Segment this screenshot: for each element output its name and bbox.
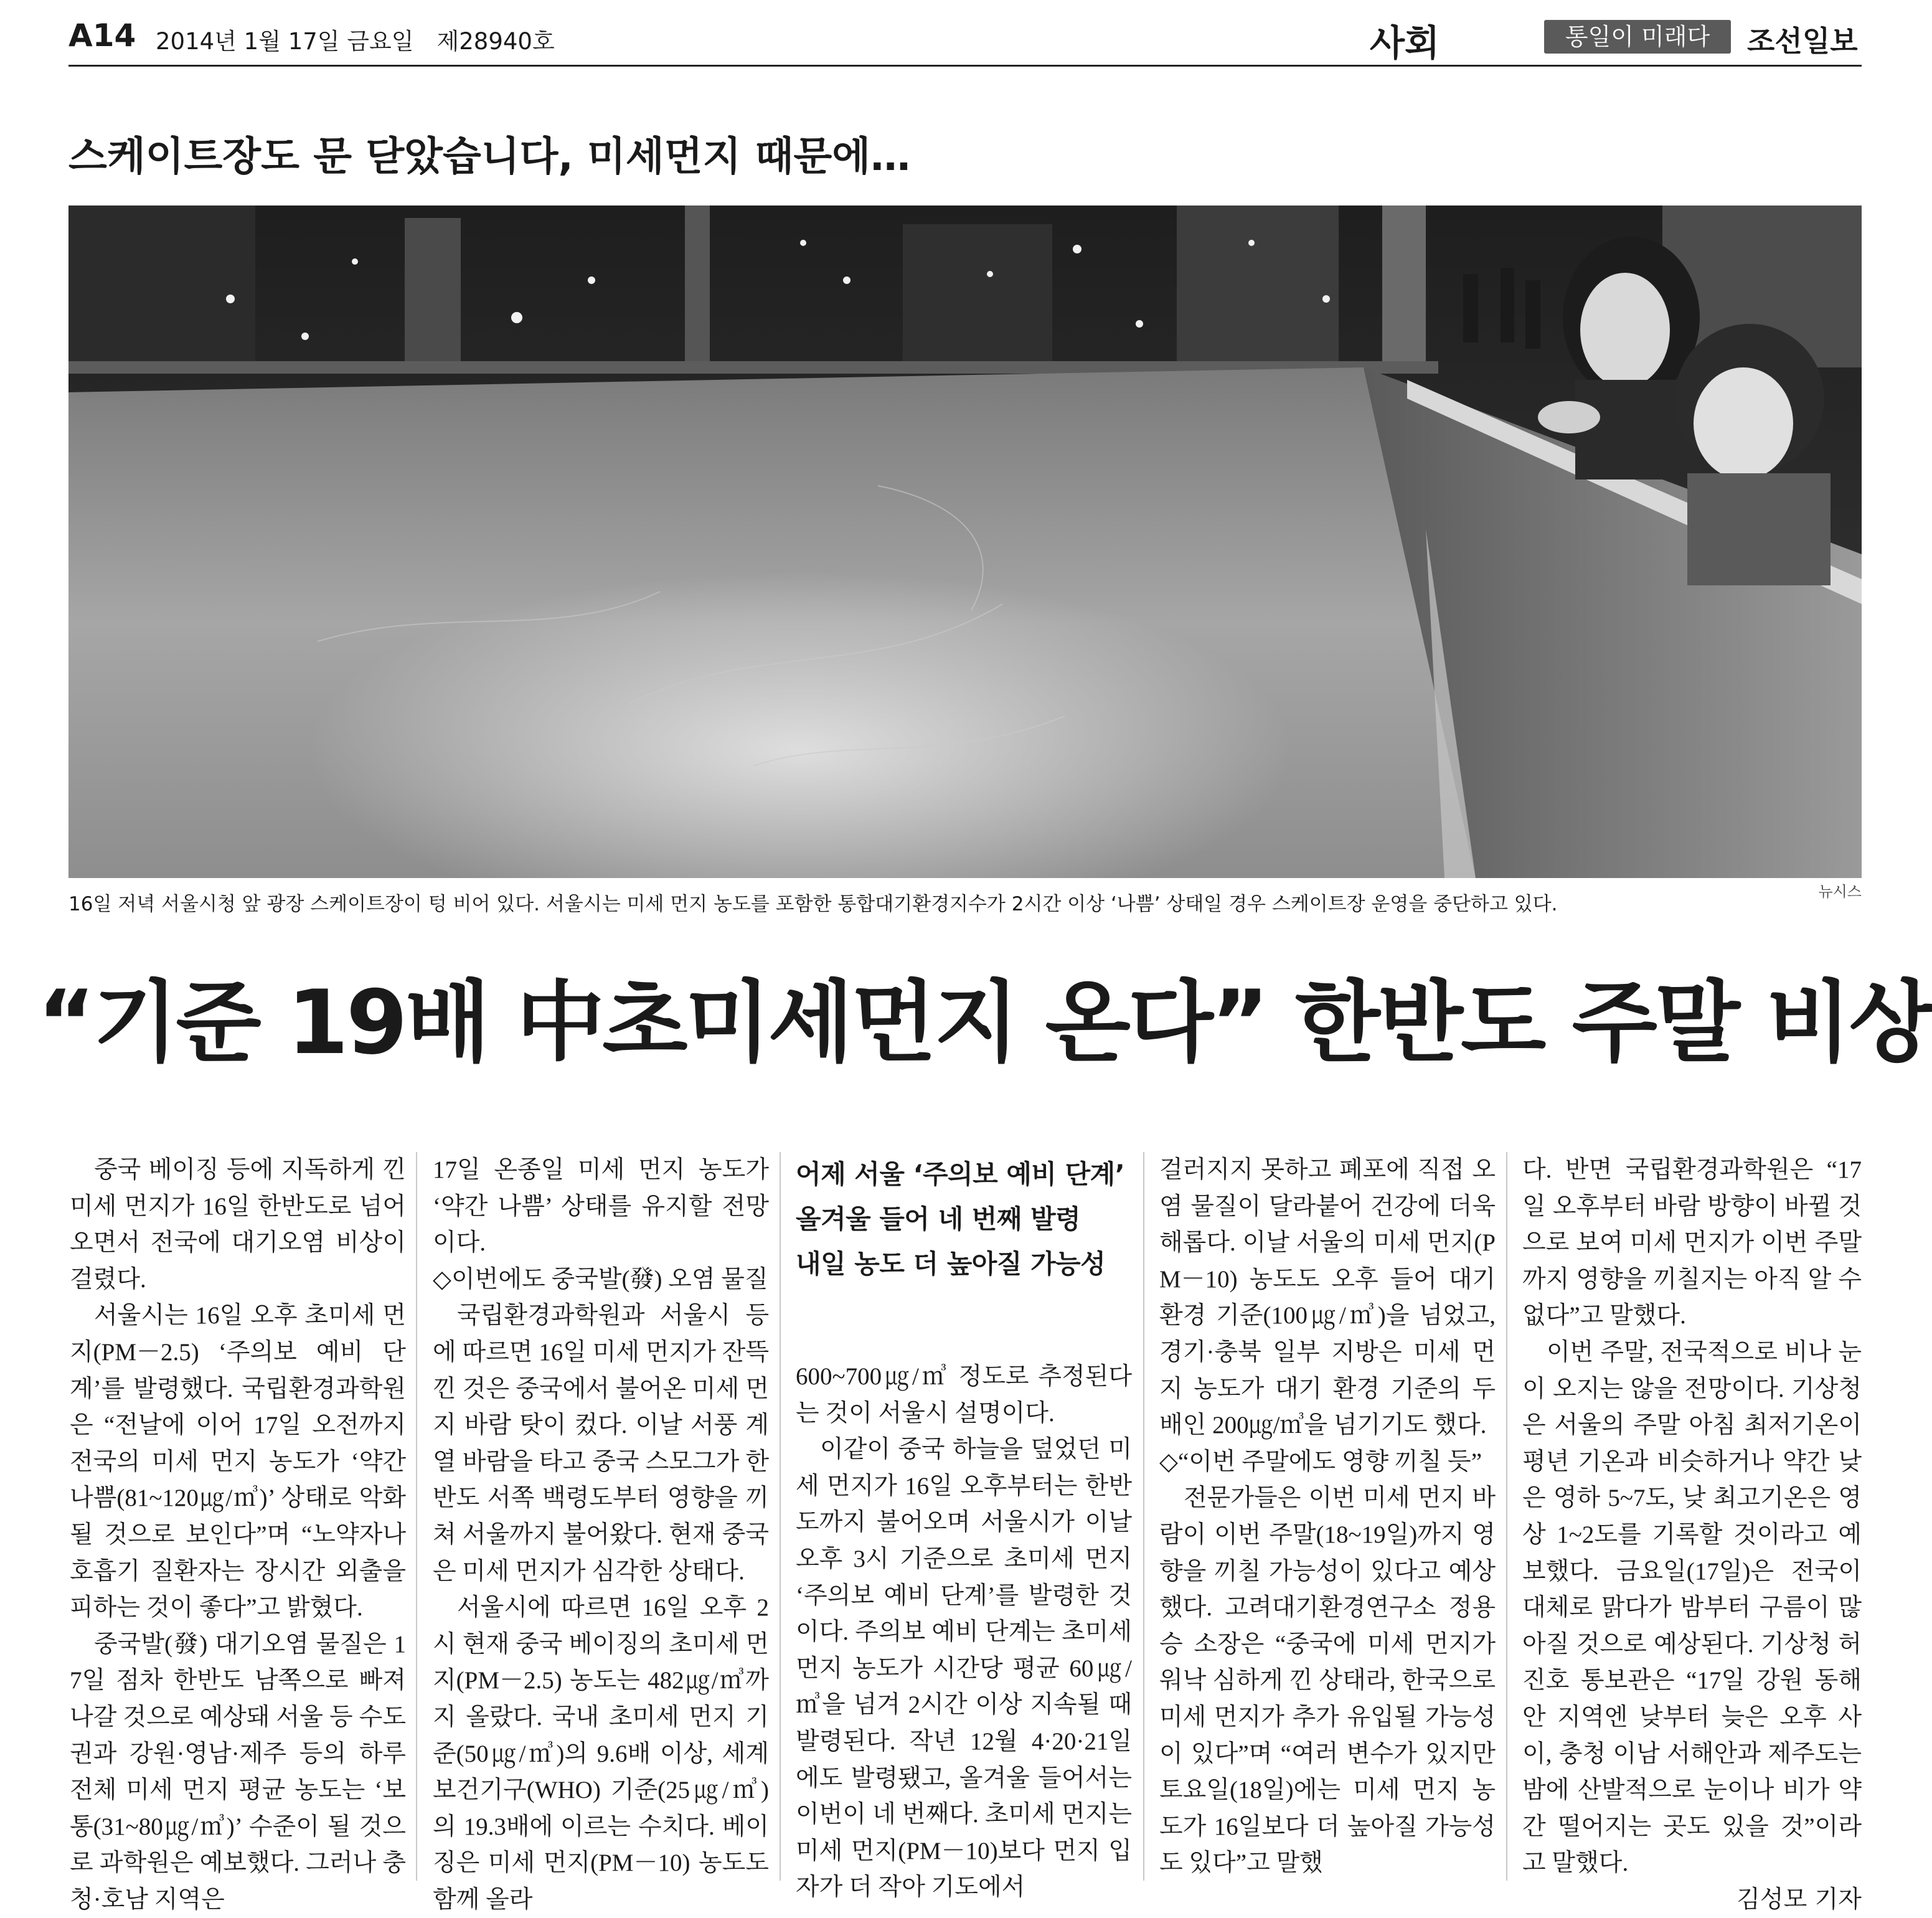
paragraph: 서울시에 따르면 16일 오후 2시 현재 중국 베이징의 초미세 먼지(PM－2.5) 농도는 482㎍/㎥까지 올랐다. 국내 초미세 먼지 기준(50㎍/㎥)의 9.6배 이상, 세계보건기구(WHO) 기준(25㎍/㎥)의 19.3배에 이르는 수치다. 베이징은 미세 먼지(PM－10) 농도도 함께 올라 (433, 1594, 769, 1913)
page-number: A14 (68, 17, 136, 54)
column-divider (1506, 1152, 1507, 1881)
issue-date: 2014년 1월 17일 금요일 제28940호 (156, 28, 555, 55)
paragraph: 국립환경과학원과 서울시 등에 따르면 16일 미세 먼지가 잔뜩 낀 것은 중국에서 불어온 미세 먼지 바람 탓이 컸다. 이날 서풍 계열 바람을 타고 중국 스모그가 한반도 서쪽 백령도부터 영향을 끼쳐 서울까지 불어왔다. 현재 중국은 미세 먼지가 심각한 상태다. (433, 1302, 769, 1585)
paragraph: 이번 주말, 전국적으로 비나 눈이 오지는 않을 전망이다. 기상청은 서울의 주말 아침 최저기온이 평년 기온과 비슷하거나 약간 낮은 영하 5~7도, 낮 최고기온은 영상 1~2도를 기록할 것이라고 예보했다. 금요일(17일)은 전국이 대체로 맑다가 밤부터 구름이 많아질 것으로 예상된다. 기상청 허진호 통보관은 “17일 강원 동해안 지역엔 낮부터 늦은 오후 사이, 충청 이남 서해안과 제주도는 밤에 산발적으로 눈이나 비가 약간 떨어지는 곳도 있을 것”이라고 말했다. (1522, 1338, 1862, 1877)
sub-headline-line: 올겨울 들어 네 번째 발령 (796, 1204, 1081, 1234)
masthead (68, 14, 1862, 64)
photo-caption: 16일 저녁 서울시청 앞 광장 스케이트장이 텅 비어 있다. 서울시는 미세 먼지 농도를 포함한 통합대기환경지수가 2시간 이상 ‘나쁨’ 상태일 경우 스케이트장 운영을 중단하고 있다. (68, 893, 1558, 915)
paragraph: 중국 베이징 등에 지독하게 낀 미세 먼지가 16일 한반도로 넘어오면서 전국에 대기오염 비상이 걸렸다. (70, 1156, 406, 1293)
photo-credit: 뉴시스 (1818, 883, 1862, 900)
column-divider (780, 1152, 781, 1881)
masthead-rule (68, 65, 1862, 67)
main-headline: “기준 19배 中초미세먼지 온다” 한반도 주말 비상 (37, 971, 1932, 1074)
paragraph: 서울시는 16일 오후 초미세 먼지(PM－2.5) ‘주의보 예비 단계’를 발령했다. 국립환경과학원은 “전날에 이어 17일 오전까지 전국의 미세 먼지 농도가 ‘약간 나쁨(81~120㎍/㎥)’ 상태로 악화될 것으로 보인다”며 “노약자나 호흡기 질환자는 장시간 외출을 피하는 것이 좋다”고 밝혔다. (70, 1302, 406, 1622)
news-photo (68, 206, 1862, 878)
sub-headline-line: 어제 서울 ‘주의보 예비 단계’ (796, 1159, 1125, 1189)
article-column-1 (70, 1152, 406, 1913)
article-column-4 (1159, 1152, 1496, 1881)
paragraph: 걸러지지 못하고 폐포에 직접 오염 물질이 달라붙어 건강에 더욱 해롭다. 이날 서울의 미세 먼지(PM－10) 농도도 오후 들어 대기 환경 기준(100㎍/㎥)을 넘었고, 경기·충북 일부 지방은 미세 먼지 농도가 대기 환경 기준의 두 배인 200㎍/㎥을 넘기기도 했다. (1159, 1156, 1496, 1439)
article-column-2 (433, 1152, 769, 1913)
paragraph: 17일 온종일 미세 먼지 농도가 ‘약간 나쁨’ 상태를 유지할 전망이다. (433, 1156, 769, 1257)
photo-title: 스케이트장도 문 닫았습니다, 미세먼지 때문에… (68, 134, 911, 180)
paragraph: 전문가들은 이번 미세 먼지 바람이 이번 주말(18~19일)까지 영향을 끼칠 가능성이 있다고 예상했다. 고려대기환경연구소 정용승 소장은 “중국에 미세 먼지가 워낙 심하게 낀 상태라, 한국으로 미세 먼지가 추가 유입될 가능성이 있다”며 “여러 변수가 있지만 토요일(18일)에는 미세 먼지 농도가 16일보다 더 높아질 가능성도 있다”고 말했 (1159, 1485, 1496, 1877)
paragraph: 이같이 중국 하늘을 덮었던 미세 먼지가 16일 오후부터는 한반도까지 불어오며 서울시가 이날 오후 3시 기준으로 초미세 먼지 ‘주의보 예비 단계’를 발령한 것이다. 주의보 예비 단계는 초미세 먼지 농도가 시간당 평균 60㎍/㎥을 넘겨 2시간 이상 지속될 때 발령된다. 작년 12월 4·20·21일에도 발령됐고, 올겨울 들어서는 이번이 네 번째다. 초미세 먼지는 미세 먼지(PM－10)보다 먼지 입자가 더 작아 기도에서 (796, 1436, 1132, 1901)
article-column-3 (796, 1152, 1132, 1901)
paragraph: 다. 반면 국립환경과학원은 “17일 오후부터 바람 방향이 바뀔 것으로 보여 미세 먼지가 이번 주말까지 영향을 끼칠지는 아직 알 수 없다”고 말했다. (1522, 1156, 1862, 1330)
newspaper-name: 조선일보 (1747, 26, 1858, 57)
subheading: ◇이번에도 중국발(發) 오염 물질 (433, 1265, 768, 1293)
paragraph: 600~700㎍/㎥ 정도로 추정된다는 것이 서울시 설명이다. (796, 1363, 1132, 1427)
sub-headline (796, 1152, 1132, 1299)
article-column-5 (1522, 1152, 1862, 1914)
skating-rink-photo (68, 206, 1862, 878)
campaign-badge: 통일이 미래다 (1544, 20, 1731, 54)
subheading: ◇“이번 주말에도 영향 끼칠 듯” (1159, 1448, 1482, 1475)
sub-headline-line: 내일 농도 더 높아질 가능성 (796, 1249, 1106, 1279)
column-divider (1143, 1152, 1144, 1881)
column-divider (416, 1152, 417, 1881)
section-title: 사회 (1370, 22, 1440, 64)
paragraph: 중국발(發) 대기오염 물질은 17일 점차 한반도 남쪽으로 빠져나갈 것으로 예상돼 서울 등 수도권과 강원·영남·제주 등의 하루 전체 미세 먼지 평균 농도는 ‘보통(31~80㎍/㎥)’ 수준이 될 것으로 과학원은 예보했다. 그러나 충청·호남 지역은 (70, 1630, 406, 1913)
byline: 김성모 기자 (1736, 1885, 1862, 1914)
